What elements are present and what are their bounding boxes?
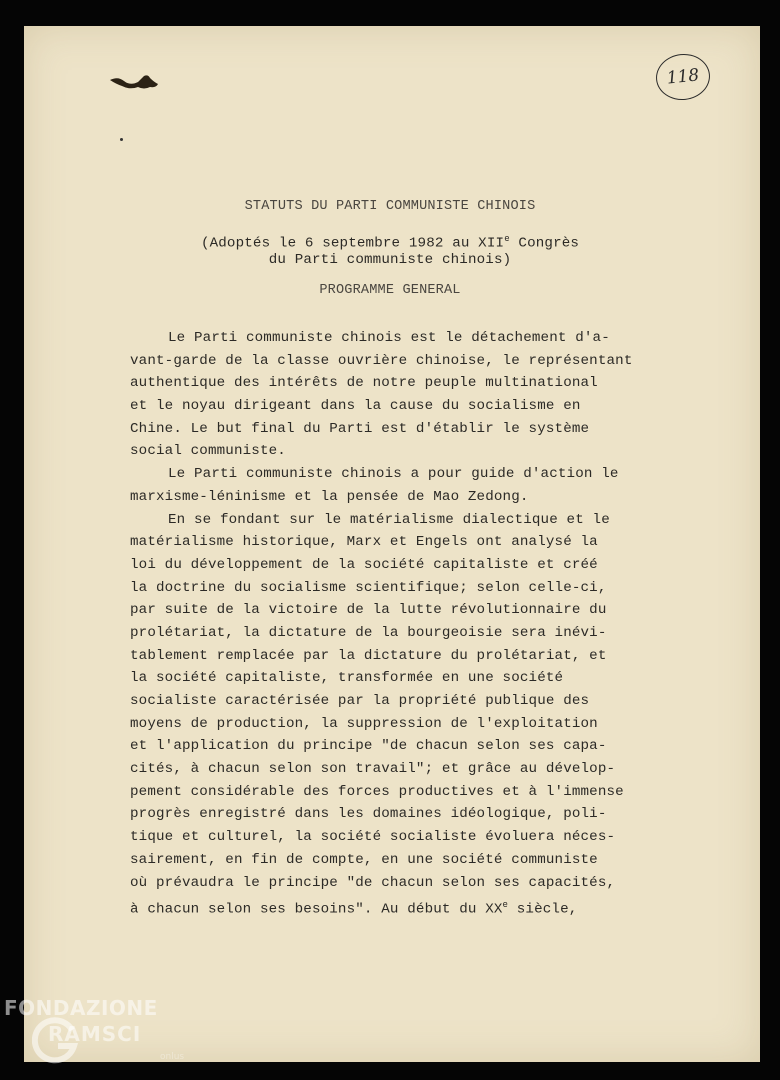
text-line: cités, à chacun selon son travail"; et grâce au dévelop- — [130, 761, 616, 778]
text-line: et l'application du principe "de chacun selon ses capa- — [130, 738, 607, 755]
text-line: la société capitaliste, transformée en une société — [130, 670, 564, 687]
archive-watermark — [4, 994, 204, 1074]
text-line: Le Parti communiste chinois est le détachement d'a- — [168, 330, 610, 346]
text-line: et le noyau dirigeant dans la cause du socialisme en — [130, 398, 581, 415]
text-line: tique et culturel, la société socialiste évoluera néces- — [130, 829, 616, 846]
text-line: progrès enregistré dans les domaines idéologique, poli- — [130, 806, 607, 823]
section-heading: PROGRAMME GENERAL — [319, 283, 461, 298]
text-line: tablement remplacée par la dictature du prolétariat, et — [130, 647, 607, 664]
speck — [120, 138, 123, 141]
document-title: STATUTS DU PARTI COMMUNISTE CHINOIS — [244, 199, 536, 214]
text-line: où prévaudra le principe "de chacun selon ses capacités, — [130, 874, 616, 891]
body-text — [130, 327, 730, 917]
page-number: 118 — [665, 65, 701, 89]
text-line: marxisme-léninisme et la pensée de Mao Zedong. — [130, 488, 529, 505]
text-line: pement considérable des forces productives et à l'immense — [130, 783, 624, 800]
text-line: Chine. Le but final du Parti est d'établir le système — [130, 420, 590, 437]
text-line: prolétariat, la dictature de la bourgeoisie sera inévi- — [130, 624, 607, 641]
text-line: authentique des intérêts de notre peuple multinational — [130, 375, 598, 392]
text-line: social communiste. — [130, 443, 286, 460]
ink-stain — [110, 72, 160, 92]
text-line: socialiste caractérisée par la propriété publique des — [130, 693, 590, 709]
text-line: la doctrine du socialisme scientifique; selon celle-ci, — [130, 579, 607, 596]
subtitle-line-1: (Adoptés le 6 septembre 1982 au XIIe Congrès — [200, 234, 580, 252]
text-line: moyens de production, la suppression de l'exploitation — [130, 715, 598, 732]
watermark-line-1: FONDAZIONE — [4, 996, 158, 1020]
text-line: par suite de la victoire de la lutte révolutionnaire du — [130, 602, 607, 619]
document-subtitle — [0, 231, 780, 268]
subtitle-line-2: du Parti communiste chinois) — [268, 251, 512, 268]
text-line-last: à chacun selon ses besoins". Au début du XXe siècle, — [130, 900, 578, 918]
text-line: matérialisme historique, Marx et Engels ont analysé la — [130, 534, 598, 551]
watermark-line-2: RAMSCI — [48, 1022, 142, 1046]
watermark-line-3: onlus — [160, 1052, 185, 1062]
text-line: vant-garde de la classe ouvrière chinoise, le représentant — [130, 352, 633, 369]
text-line: loi du développement de la société capitaliste et créé — [130, 556, 598, 573]
text-line: Le Parti communiste chinois a pour guide d'action le — [168, 466, 619, 483]
text-line: En se fondant sur le matérialisme dialectique et le — [168, 511, 610, 528]
text-line: sairement, en fin de compte, en une société communiste — [130, 851, 598, 868]
